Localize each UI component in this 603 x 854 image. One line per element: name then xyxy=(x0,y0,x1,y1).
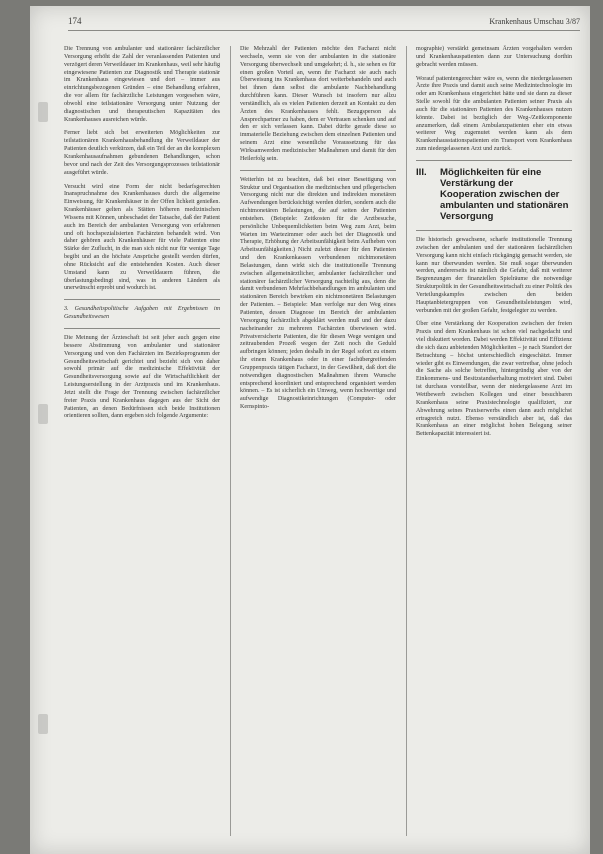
divider xyxy=(64,299,220,300)
paragraph: Die Meinung der Ärzteschaft ist seit jeher auch gegen eine bessere Abstimmung von ambulanter und stationärer Versorgung und von den Fachärzten im Bezirksprogramm der Gesundheitswirtschaft gerichtet und bezieht sich von daher sowohl primär auf die medizinische Effektivität der Gesundheitsversorgung sowie auf die Wirtschaftlichkeit der Leistungserstellung in der Arztpraxis und im Krankenhaus. Jetzt stellt die Frage der Trennung zwischen fachärztlicher freier Praxis und Krankenhaus dagegen aus der Sicht der Patienten, an denen Bedürfnissen sich beide Institutionen orientieren sollten, dann ergeben sich folgende Argumente: xyxy=(64,335,220,420)
binding-mark xyxy=(38,714,48,734)
paragraph: Über eine Verstärkung der Kooperation zwischen der freien Praxis und dem Krankenhaus ist schon viel nachgedacht und viel diskutiert worden. Dabei werden Effektivität und Effizienz die sich dazu anbietenden Möglichkeiten – je nach Standort der Betrachtung – höchst unterschiedlich eingeschätzt. Immer wieder gibt es Einwendungen, die zwar vertretbar, ohne jedoch die Sache als solche betreffen, hintergründig aber von der Einkommens- und Besitzstandserhaltung motiviert sind. Dabei ist durchaus vorstellbar, wenn der niedergelassene Arzt im Wettbewerb zwischen Kollegen und einer besuchbaren Krankenhaus seine Praxistechnologie qualifiziert, zur Abwehrung seines Praxiserwerbs einen dann auch möglichst ertragreich nutzt. Ebenso verständlich aber ist, daß das Krankenhaus an einer möglichst hohen Belegung seiner Bettenkapazität interessiert ist. xyxy=(416,321,572,438)
subsection-heading: 3. Gesundheitspolitische Aufgaben mit Ergebnissen im Gesundheitswesen xyxy=(64,306,220,321)
column-rule xyxy=(230,46,231,836)
divider xyxy=(64,328,220,329)
column-left xyxy=(64,46,220,427)
divider xyxy=(416,230,572,231)
paragraph: Die Mehrzahl der Patienten möchte den Facharzt nicht wechseln, wenn sie von der ambulanten in die stationäre Versorgung überwechselt und umgekehrt; d. h., sie sehen es für einen großen Vorteil an, wenn ihr Facharzt sie auch nach Überweisung ins Krankenhaus dort weiterbehandeln und auch bei ihnen dann selbst die ambulante Nachbehandlung durchführen kann. Dieser Wunsch ist insofern nur allzu verständlich, als es vielen Patienten derzeit an Kontakt zu den Ärzten des Krankenhauses fehlt. Bezugsperson als Ansprechpartner zu haben, dem er Vertrauen schenken und auf den er sich verlassen kann. Dabei dürfte gerade diese so immaterielle Beziehung zwischen dem einzelnen Patienten und seinem Arzt eine wesentliche Voraussetzung für das Wirksamwerden medizinischer Maßnahmen und damit für den Heilerfolg sein. xyxy=(240,46,396,162)
paragraph: Weiterhin ist zu beachten, daß bei einer Beseitigung von Struktur und Organisation die medizinischen und pflegerischen Versorgung nicht nur die direkten und indirekten monetären Aufwendungen berücksichtigt werden dürfen, sondern auch die nichtmonetären Belastungen, die auf seiten der Patienten entstehen. (Beispiele: Zeitkosten für die Arztbesuche, persönliche Unbequemlichkeiten beim Weg zum Arzt, beim Warten im Wartezimmer oder auch bei der Diagnostik und Therapie, Erhöhung der Arbeitsunfähigkeit beim Aufheben von Arbeitsunfähigkeiten.) Nicht zuletzt dieser für den Patienten und den Krankenkassen verbundenen nichtmonetären Belastungen, dann wirkt sich die institutionelle Trennung zwischen allgemeinärztlicher, ambulanter fachärztlicher und stationärer fachärztlicher Versorgung nachteilig aus, denn die damit verbundenen Mehrfachbehandlungen im ambulanten und stationären Bereich bewirken ein nichtmonetären Belastungen der Patienten. – Beispiele: Man verfolge nur den Weg eines Patienten, dessen Diagnose im Bereich der ambulanten Versorgung fachärztlich abgeklärt werden muß und der dazu nacheinander zu mehreren Fachärzten überwiesen wird. Privatversicherte Patienten, die für diesen Wege wenigen und zeitraubenden Prozeß wegen der Zeit noch die Geduld aufbringen können; jeden deshalb in der Regel sofort zu einem ihr einem Krankenhaus oder in einer fachübergreifenden Gruppenpraxis tätigen Facharzt, in der Gewißheit, daß dort die notwendigen diagnostischen Maßnahmen ihrem Wunsche entsprechend koordiniert und entsprechend organisiert werden können. – Es ist sicherlich ein Umweg, wenn hochwertige und aufwendige Diagnostikeinrichtungen (Computer- oder Kernspinto- xyxy=(240,176,396,411)
paragraph: Ferner liebt sich bei erweiterten Möglichkeiten zur teilstationären Krankenhausbehandlung die Verweildauer der Patienten deutlich verkürzen, daß ein Teil der an die komplexen Krankenhausaufnahmen gebundenen Behandlungen, schon bevor und nach der Zeit des Versorgungsprozesses teilstationär ausgeführt würde. xyxy=(64,130,220,176)
column-rule xyxy=(406,46,407,836)
divider xyxy=(416,160,572,161)
running-header xyxy=(68,16,580,31)
paragraph: Worauf patientengerechter wäre es, wenn die niedergelassenen Ärzte ihre Praxis und damit auch seine Medizintechnologie im oder am Krankenhaus eingerichtet hätte und sie dann zu dieser Stelle sowohl für die ambulanten Patienten seiner Praxis als auch für die stationären Patienten des Krankenhauses nutzen könnte. Dabei ist bezüglich der Weg-/Zeitkomponente anzumerken, daß einem Ambulanzpatienten eher ein etwas weiterer Weg zugemutet werden kann als dem Krankenhausstationspatienten ein Transport vom Krankenhaus zum niedergelassenen Arzt und zurück. xyxy=(416,75,572,153)
paragraph: Versucht wird eine Form der nicht bedarfsgerechten Inanspruchnahme des Krankenhauses durch die allgemeine Einweisung, für Krankenhäuser in der Offen lichkeit genießen. Krankenhäuser gelten als Stätten höheren medizinischen Wissens mit Können, unbeschadet der Tatsache, daß der Patient auch im Bereich der ambulanten Versorgung von erfahrenen und oft hochspezialisierten Fachärzten behandelt wird. Von daher gehören auch Krankenhäuser für viele Patienten eine Stärke der Zuflucht, in die man sich nicht nur für wenige Tage begibt und an die höchste Ansprüche gestellt werden dürfen, ohne Rücksicht auf die entstehenden Kosten. Auch dieser Umstand kann zu Verweildauern führen, die überlastungsbedingt sind, was in anderen Ländern als unerwünscht erprobt und wodurch ist. xyxy=(64,183,220,292)
binding-mark xyxy=(38,102,48,122)
section-title: Möglichkeiten für eine Verstärkung der Kooperation zwischen der ambulanten und stationären Versorgung xyxy=(440,166,569,222)
page-number: 174 xyxy=(68,16,82,26)
paragraph: Die Trennung von ambulanter und stationärer fachärztlicher Versorgung erhöht die Zahl der veranlassenden Patienten und verzögert deren Verweildauer im Krankenhaus, weil sehr häufig eingewiesene Patienten zur Diagnostik und Therapie stationär im Krankenhaus eingewiesen und dort – immer aus einrichtungsbezogenen Gründen – eine Behandlung erfahren, die vor allem für fachärztliche Leistungen vorgesehen wäre, obwohl eine teilstationäre Versorgung unter Nutzung der diagnostischen und therapeutischen Kapazitäten des Krankenhauses ausreichen würde. xyxy=(64,46,220,123)
divider xyxy=(240,170,396,171)
binding-mark xyxy=(38,404,48,424)
column-middle xyxy=(240,46,396,418)
paragraph: mographie) verstärkt gemeinsam Ärzten vorgehalten werden und Krankenhauspatienten dann zur Untersuchung dorthin gebracht werden müssen. xyxy=(416,46,572,68)
scanned-page xyxy=(30,6,590,854)
section-number: III. xyxy=(416,166,427,178)
section-heading xyxy=(416,167,572,222)
journal-title: Krankenhaus Umschau 3/87 xyxy=(489,17,580,26)
paragraph: Die historisch gewachsene, scharfe institutionelle Trennung zwischen der ambulanten und der stationären fachärztlichen Versorgung kann nicht einfach rückgängig gemacht werden, sie kann nur überwunden werden. Sie muß sogar überwunden werden, andererseits ist nämlich die Gefahr, daß mit weiterer Begrenzungen der finanziellen Spielräume die notwendige Strukturpolitik in der Gesundheitswirtschaft zu einer Politik des Verteilungskampfes zwischen den beiden Hauptanbietergruppen von Gesundheitsleistungen wird, verbunden mit der großen Gefahr, festgelegter zu werden. xyxy=(416,236,572,314)
column-right xyxy=(416,46,572,445)
